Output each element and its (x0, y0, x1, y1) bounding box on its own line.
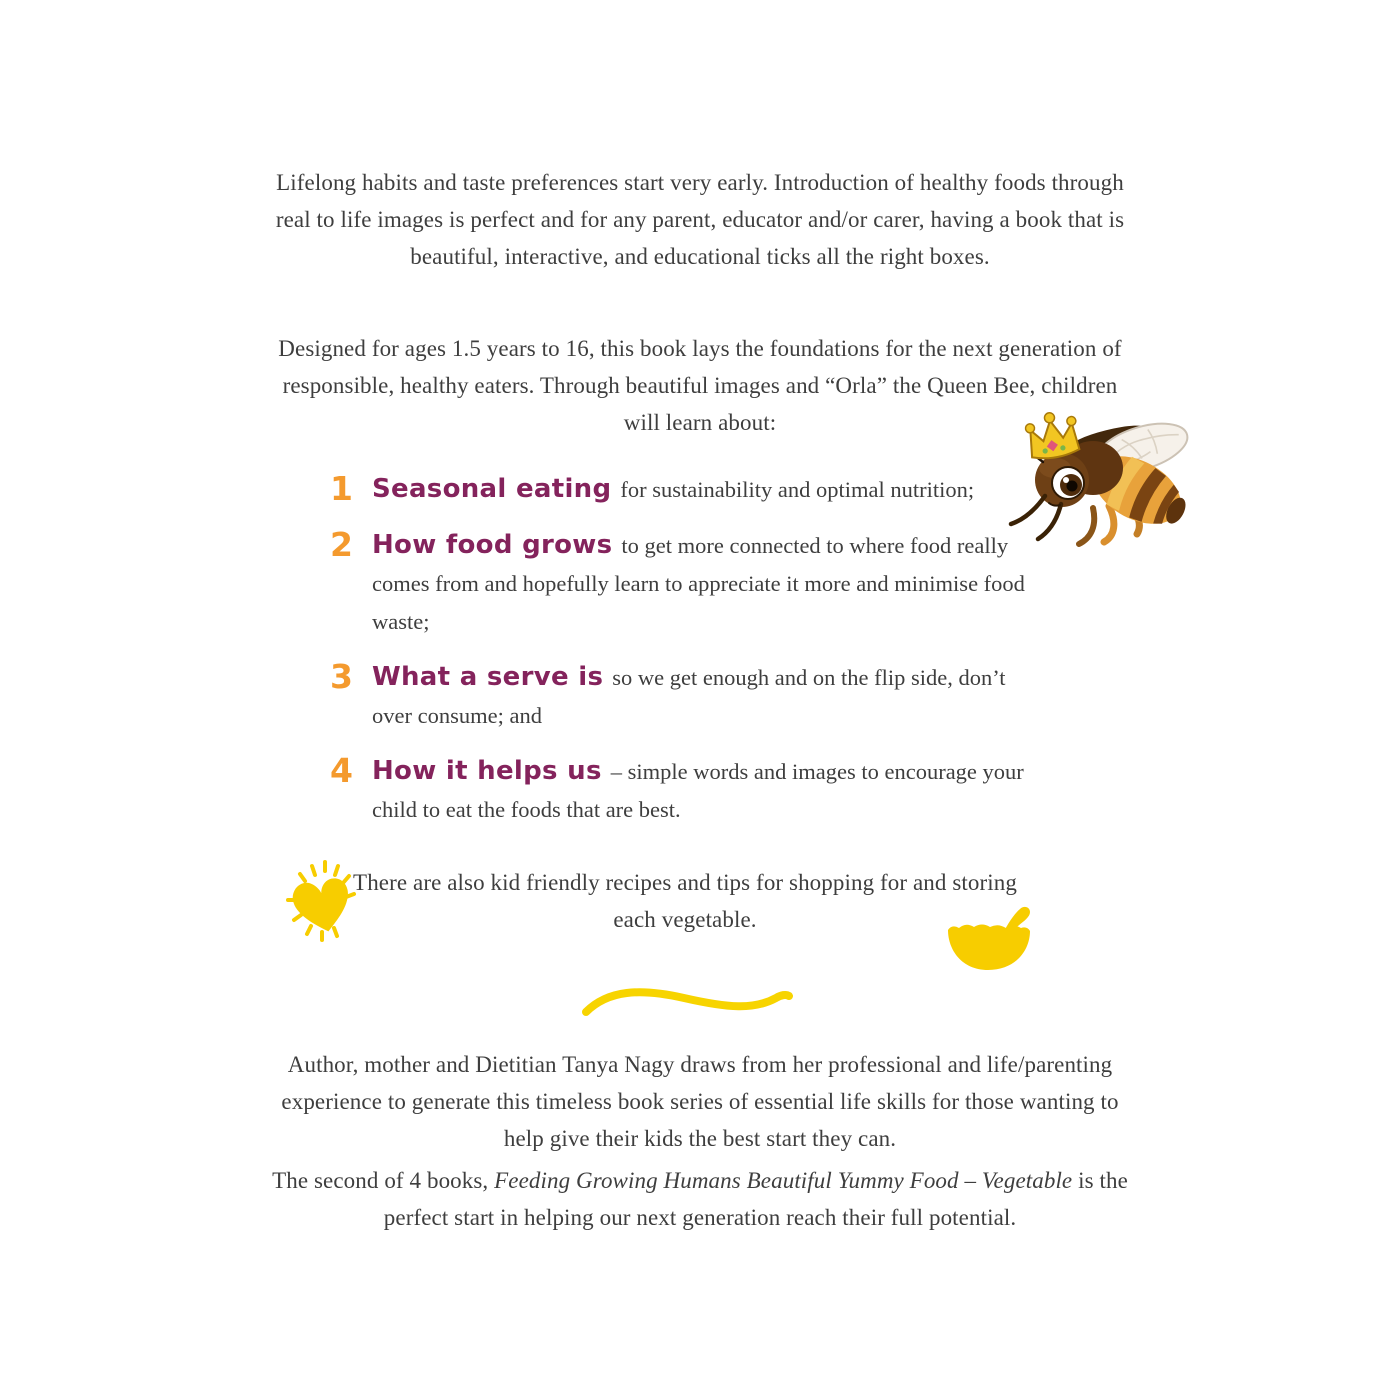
wavy-underline-icon (578, 980, 796, 1022)
intro-paragraph: Lifelong habits and taste preferences start very early. Introduction of healthy foods through real to life images is perfect and for any parent, educator and/or carer, having a book that is beautiful, interactive, and educational ticks all the right boxes. (275, 170, 1125, 269)
queen-bee-illustration (1005, 408, 1200, 553)
list-number-4: 4 (330, 751, 353, 790)
list-item-text: so we get enough and on the flip side, don’t over consume; and (372, 665, 1006, 728)
designed-paragraph: Designed for ages 1.5 years to 16, this book lays the foundations for the next generation of responsible, healthy eaters. Through beautiful images and “Orla” the Queen Bee, children will learn about: (278, 336, 1122, 435)
learning-topics-list (330, 470, 1040, 846)
recipes-paragraph: There are also kid friendly recipes and tips for shopping for and storing each vegetable. (353, 870, 1017, 932)
list-item-heading: Seasonal eating (372, 474, 612, 504)
list-item-heading: How it helps us (372, 756, 602, 786)
closing-prefix: The second of 4 books, (272, 1168, 495, 1193)
list-number-2: 2 (330, 525, 353, 564)
list-item-text: – simple words and images to encourage your child to eat the foods that are best. (372, 759, 1024, 822)
list-item-text: for sustainability and optimal nutrition; (620, 477, 975, 502)
bowl-with-spoon-icon (940, 900, 1036, 978)
list-item-text: to get more connected to where food really comes from and hopefully learn to appreciate it more and minimise food waste; (372, 533, 1025, 634)
list-item-body (372, 470, 1040, 509)
list-item-body (372, 658, 1040, 735)
list-item-heading: How food grows (372, 530, 613, 560)
list-number-3: 3 (330, 657, 353, 696)
list-item-what-a-serve-is (330, 658, 1040, 735)
closing-paragraph (258, 1162, 1142, 1236)
list-item-seasonal-eating (330, 470, 1040, 509)
list-item-how-it-helps-us (330, 752, 1040, 829)
list-item-heading: What a serve is (372, 662, 604, 692)
list-item-how-food-grows (330, 526, 1040, 641)
book-title: Feeding Growing Humans Beautiful Yummy Food – Vegetable (494, 1168, 1073, 1193)
author-paragraph: Author, mother and Dietitian Tanya Nagy draws from her professional and life/parenting experience to generate this timeless book series of essential life skills for those wanting to help give their kids the best start they can. (281, 1052, 1119, 1151)
list-item-body (372, 752, 1040, 829)
list-number-1: 1 (330, 469, 353, 508)
list-item-body (372, 526, 1040, 641)
closing-suffix: is the perfect start in helping our next generation reach their full potential. (383, 1168, 1128, 1230)
